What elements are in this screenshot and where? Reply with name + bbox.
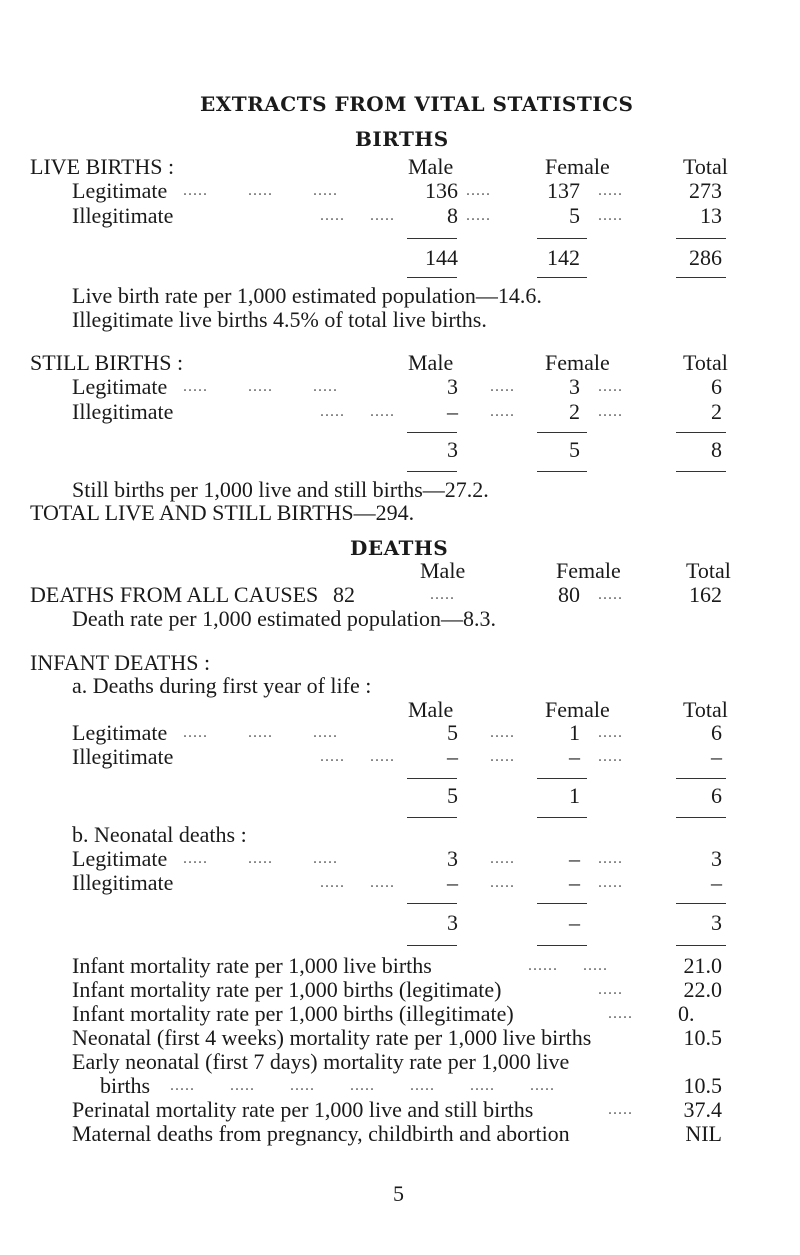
cell-male: –: [447, 744, 458, 769]
deaths-heading: DEATHS: [350, 536, 449, 560]
page-number: 5: [393, 1181, 404, 1206]
rule: [676, 432, 726, 433]
total-male: 144: [425, 245, 458, 270]
row-label: Legitimate: [72, 846, 168, 871]
row-label: Legitimate: [72, 374, 168, 399]
row-label: Illegitimate: [72, 203, 174, 228]
live-births-label: LIVE BIRTHS :: [30, 154, 175, 179]
col-female: Female: [545, 697, 610, 722]
rate-label: Infant mortality rate per 1,000 births (legitimate): [72, 977, 502, 1002]
leader-dots: ..... .....: [320, 403, 395, 420]
rule: [676, 471, 726, 472]
leader-dots: .....: [598, 748, 623, 765]
cell-female: 3: [569, 374, 580, 399]
leader-dots: ..... ..... .....: [183, 182, 338, 199]
deaths-male: 82: [333, 582, 355, 607]
cell-total: 6: [711, 374, 722, 399]
total-female: 142: [547, 245, 580, 270]
rule: [407, 277, 457, 278]
cell-female: –: [569, 744, 580, 769]
rule: [537, 778, 587, 779]
row-label: Illegitimate: [72, 399, 174, 424]
still-births-label: STILL BIRTHS :: [30, 350, 184, 375]
rule: [537, 817, 587, 818]
rate-value: 37.4: [683, 1097, 722, 1122]
rate-label: births: [100, 1073, 151, 1098]
leader-dots: ..... ..... .....: [183, 724, 338, 741]
rule: [407, 903, 457, 904]
leader-dots: ..... ..... ..... ..... ..... ..... .....: [170, 1077, 555, 1094]
leader-dots: .....: [598, 207, 623, 224]
leader-dots: .....: [598, 981, 623, 998]
births-heading: BIRTHS: [355, 127, 449, 151]
total-total: 8: [711, 437, 722, 462]
leader-dots: .....: [490, 724, 515, 741]
rate-value: 10.5: [683, 1025, 722, 1050]
cell-total: –: [711, 870, 722, 895]
cell-total: –: [711, 744, 722, 769]
col-female: Female: [556, 558, 621, 583]
leader-dots: .....: [598, 724, 623, 741]
row-label: Legitimate: [72, 720, 168, 745]
illegitimate-note: Illegitimate live births 4.5% of total live births.: [72, 307, 487, 332]
cell-total: 13: [700, 203, 722, 228]
leader-dots: ...... .....: [528, 957, 608, 974]
col-total: Total: [683, 350, 728, 375]
cell-total: 273: [689, 178, 722, 203]
leader-dots: .....: [598, 850, 623, 867]
col-male: Male: [408, 350, 454, 375]
leader-dots: .....: [598, 403, 623, 420]
live-birth-rate-note: Live birth rate per 1,000 estimated population—14.6.: [72, 283, 542, 308]
leader-dots: .....: [466, 207, 491, 224]
leader-dots: .....: [490, 378, 515, 395]
col-female: Female: [545, 154, 610, 179]
cell-female: –: [569, 870, 580, 895]
leader-dots: ..... .....: [320, 874, 395, 891]
total-total: 286: [689, 245, 722, 270]
rate-value: 21.0: [683, 953, 722, 978]
total-female: 1: [569, 783, 580, 808]
cell-total: 6: [711, 720, 722, 745]
cell-male: –: [447, 399, 458, 424]
rule: [537, 432, 587, 433]
cell-female: –: [569, 846, 580, 871]
leader-dots: .....: [466, 182, 491, 199]
rate-value: 10.5: [683, 1073, 722, 1098]
col-total: Total: [686, 558, 731, 583]
total-female: –: [569, 910, 580, 935]
rule: [537, 945, 587, 946]
rule: [676, 903, 726, 904]
leader-dots: .....: [490, 850, 515, 867]
leader-dots: .....: [430, 586, 455, 603]
cell-total: 2: [711, 399, 722, 424]
total-female: 5: [569, 437, 580, 462]
leader-dots: .....: [608, 1101, 633, 1118]
still-birth-rate-note: Still births per 1,000 live and still births—27.2.: [72, 477, 489, 502]
cell-male: –: [447, 870, 458, 895]
rate-value: 22.0: [683, 977, 722, 1002]
rate-label: Maternal deaths from pregnancy, childbirth and abortion: [72, 1121, 570, 1146]
rate-value: 0.: [678, 1001, 695, 1026]
section-b-label: b. Neonatal deaths :: [72, 822, 247, 847]
rate-label: Early neonatal (first 7 days) mortality rate per 1,000 live: [72, 1049, 570, 1074]
leader-dots: ..... .....: [320, 748, 395, 765]
row-label: Illegitimate: [72, 870, 174, 895]
cell-female: 137: [547, 178, 580, 203]
col-male: Male: [408, 697, 454, 722]
rule: [676, 238, 726, 239]
leader-dots: .....: [598, 182, 623, 199]
cell-male: 8: [447, 203, 458, 228]
cell-male: 136: [425, 178, 458, 203]
row-label: Legitimate: [72, 178, 168, 203]
leader-dots: .....: [598, 586, 623, 603]
cell-female: 1: [569, 720, 580, 745]
death-rate-note: Death rate per 1,000 estimated population—8.3.: [72, 606, 496, 631]
cell-female: 5: [569, 203, 580, 228]
leader-dots: .....: [598, 378, 623, 395]
rate-value: NIL: [685, 1121, 722, 1146]
leader-dots: .....: [490, 874, 515, 891]
rule: [537, 238, 587, 239]
total-births-note: TOTAL LIVE AND STILL BIRTHS—294.: [30, 500, 415, 525]
cell-male: 3: [447, 846, 458, 871]
rule: [676, 945, 726, 946]
total-total: 6: [711, 783, 722, 808]
col-total: Total: [683, 154, 728, 179]
rule: [676, 277, 726, 278]
rate-label: Infant mortality rate per 1,000 live births: [72, 953, 432, 978]
rule: [537, 471, 587, 472]
section-a-label: a. Deaths during first year of life :: [72, 673, 372, 698]
deaths-female: 80: [558, 582, 580, 607]
cell-total: 3: [711, 846, 722, 871]
leader-dots: .....: [608, 1005, 633, 1022]
rate-label: Infant mortality rate per 1,000 births (illegitimate): [72, 1001, 514, 1026]
rule: [407, 432, 457, 433]
leader-dots: .....: [490, 403, 515, 420]
rule: [537, 277, 587, 278]
rule: [537, 903, 587, 904]
row-label: Illegitimate: [72, 744, 174, 769]
deaths-label: DEATHS FROM ALL CAUSES: [30, 582, 319, 607]
rule: [407, 817, 457, 818]
total-male: 3: [447, 910, 458, 935]
rule: [676, 778, 726, 779]
leader-dots: ..... ..... .....: [183, 850, 338, 867]
leader-dots: ..... .....: [320, 207, 395, 224]
rule: [676, 817, 726, 818]
total-male: 3: [447, 437, 458, 462]
col-male: Male: [420, 558, 466, 583]
total-male: 5: [447, 783, 458, 808]
rule: [407, 471, 457, 472]
rule: [407, 238, 457, 239]
leader-dots: .....: [490, 748, 515, 765]
col-male: Male: [408, 154, 454, 179]
cell-female: 2: [569, 399, 580, 424]
rate-label: Neonatal (first 4 weeks) mortality rate per 1,000 live births: [72, 1025, 592, 1050]
col-total: Total: [683, 697, 728, 722]
rate-label: Perinatal mortality rate per 1,000 live and still births: [72, 1097, 534, 1122]
total-total: 3: [711, 910, 722, 935]
rule: [407, 945, 457, 946]
cell-male: 5: [447, 720, 458, 745]
deaths-total: 162: [689, 582, 722, 607]
infant-deaths-label: INFANT DEATHS :: [30, 650, 211, 675]
rule: [407, 778, 457, 779]
leader-dots: ..... ..... .....: [183, 378, 338, 395]
page-title: EXTRACTS FROM VITAL STATISTICS: [200, 92, 634, 116]
leader-dots: .....: [598, 874, 623, 891]
col-female: Female: [545, 350, 610, 375]
cell-male: 3: [447, 374, 458, 399]
